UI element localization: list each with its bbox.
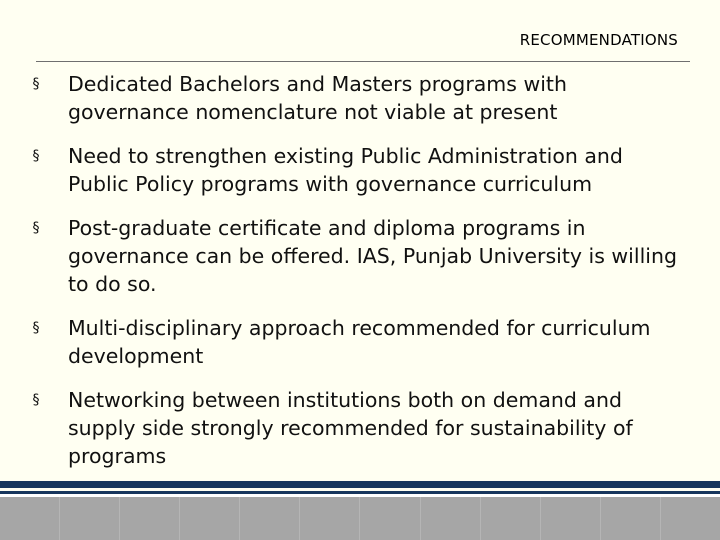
bullet-marker-icon: § [32,148,40,164]
footer-gray-cell [0,497,60,540]
footer-gray-cell [180,497,240,540]
footer-gray-cell [360,497,420,540]
slide-title: RECOMMENDATIONS [519,31,678,49]
bullet-list [0,70,720,486]
footer-gray-cell [421,497,481,540]
bullet-marker-icon: § [32,76,40,92]
bullet-text: Need to strengthen existing Public Administration and Public Policy programs with governance curriculum [68,144,623,196]
bullet-text: Post-graduate certificate and diploma programs in governance can be offered. IAS, Punjab University is willing to do so. [68,216,677,296]
bullet-marker-icon: § [32,320,40,336]
footer-stripe-thick [0,481,720,488]
footer-gray-cell [661,497,720,540]
bullet-text: Networking between institutions both on demand and supply side strongly recommended for sustainability of programs [68,388,633,468]
footer-gray-cell [60,497,120,540]
bullet-item [0,214,720,298]
footer-gray-cell [601,497,661,540]
footer-band [0,473,720,540]
bullet-marker-icon: § [32,392,40,408]
footer-gray-cell [240,497,300,540]
footer-gray-cell [481,497,541,540]
bullet-marker-icon: § [32,220,40,236]
bullet-text: Dedicated Bachelors and Masters programs with governance nomenclature not viable at present [68,72,567,124]
bullet-text: Multi-disciplinary approach recommended for curriculum development [68,316,651,368]
bullet-item [0,70,720,126]
bullet-item [0,386,720,470]
title-divider [36,61,690,62]
footer-gray-bar [0,497,720,540]
footer-gray-cell [300,497,360,540]
bullet-item [0,314,720,370]
footer-gray-cell [541,497,601,540]
bullet-item [0,142,720,198]
footer-gray-cells [0,497,720,540]
footer-gray-cell [120,497,180,540]
